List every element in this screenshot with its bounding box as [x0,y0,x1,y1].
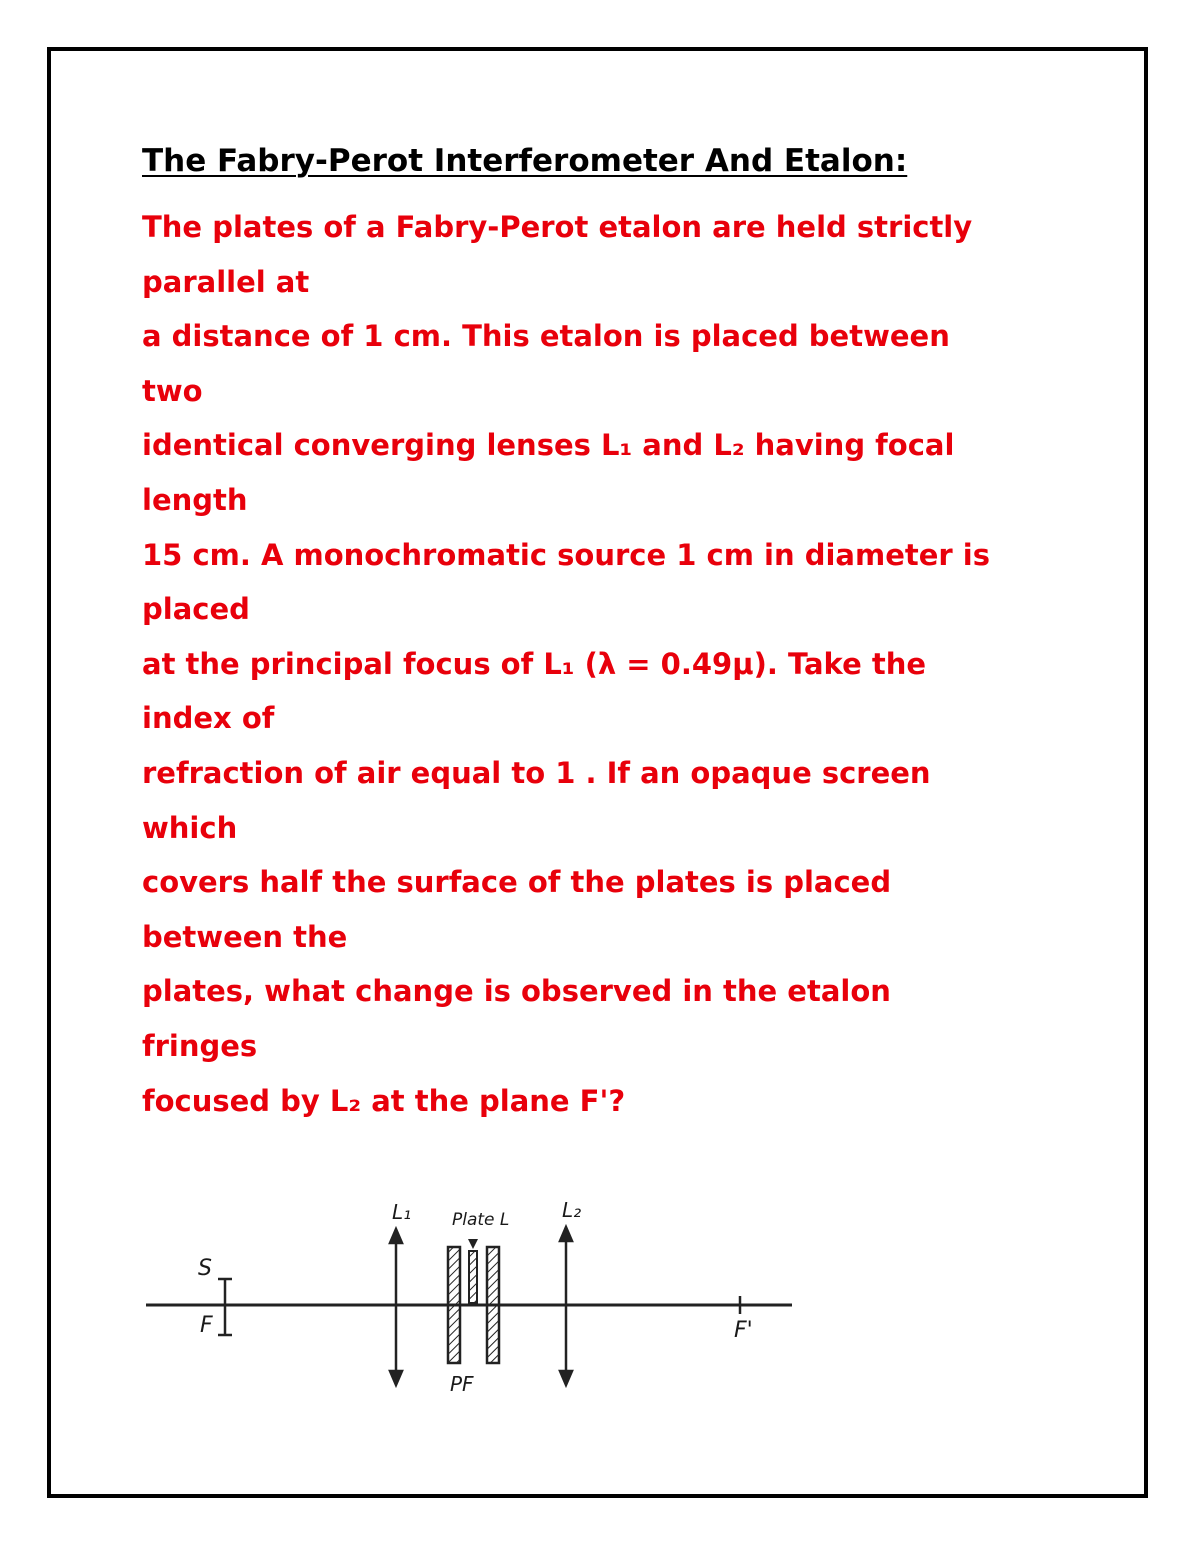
etalon-diagram [140,1195,800,1395]
problem-line: which [142,810,238,845]
problem-line: covers half the surface of the plates is placed [142,865,892,900]
source-bracket [218,1279,232,1335]
problem-line: refraction of air equal to 1 . If an opaque screen [142,755,931,790]
problem-line: length [142,482,248,517]
etalon-diagram-svg [140,1195,800,1395]
problem-line: a distance of 1 cm. This etalon is placed between [142,319,950,354]
problem-line: 15 cm. A monochromatic source 1 cm in diameter is [142,537,990,572]
problem-line: identical converging lenses L₁ and L₂ having focal [142,428,955,463]
focus-left-label: F [200,1313,213,1338]
document-title: The Fabry-Perot Interferometer And Etalon: [142,143,908,179]
problem-line: placed [142,592,250,627]
focus-right-label: F' [734,1318,753,1343]
etalon-plate-right [487,1247,499,1363]
plate-label: Plate L [452,1210,510,1230]
problem-line: focused by L₂ at the plane F'? [142,1083,626,1118]
problem-line: two [142,373,203,408]
screen-pointer [468,1239,478,1249]
problem-line: index of [142,701,275,736]
problem-line: plates, what change is observed in the etalon [142,974,891,1009]
etalon-plate-left [448,1247,460,1363]
problem-statement [142,200,1102,1128]
problem-line: fringes [142,1028,258,1063]
lens-1-label: L₁ [392,1200,412,1224]
problem-line: between the [142,919,348,954]
problem-line: at the principal focus of L₁ (λ = 0.49μ). Take the [142,646,927,681]
lens-2-label: L₂ [562,1198,582,1222]
problem-line: The plates of a Fabry-Perot etalon are held strictly [142,210,973,244]
source-label: S [198,1256,212,1281]
problem-line: parallel at [142,264,310,299]
lens-1 [390,1229,402,1385]
bottom-label: PF [450,1372,474,1395]
opaque-screen [469,1251,477,1303]
